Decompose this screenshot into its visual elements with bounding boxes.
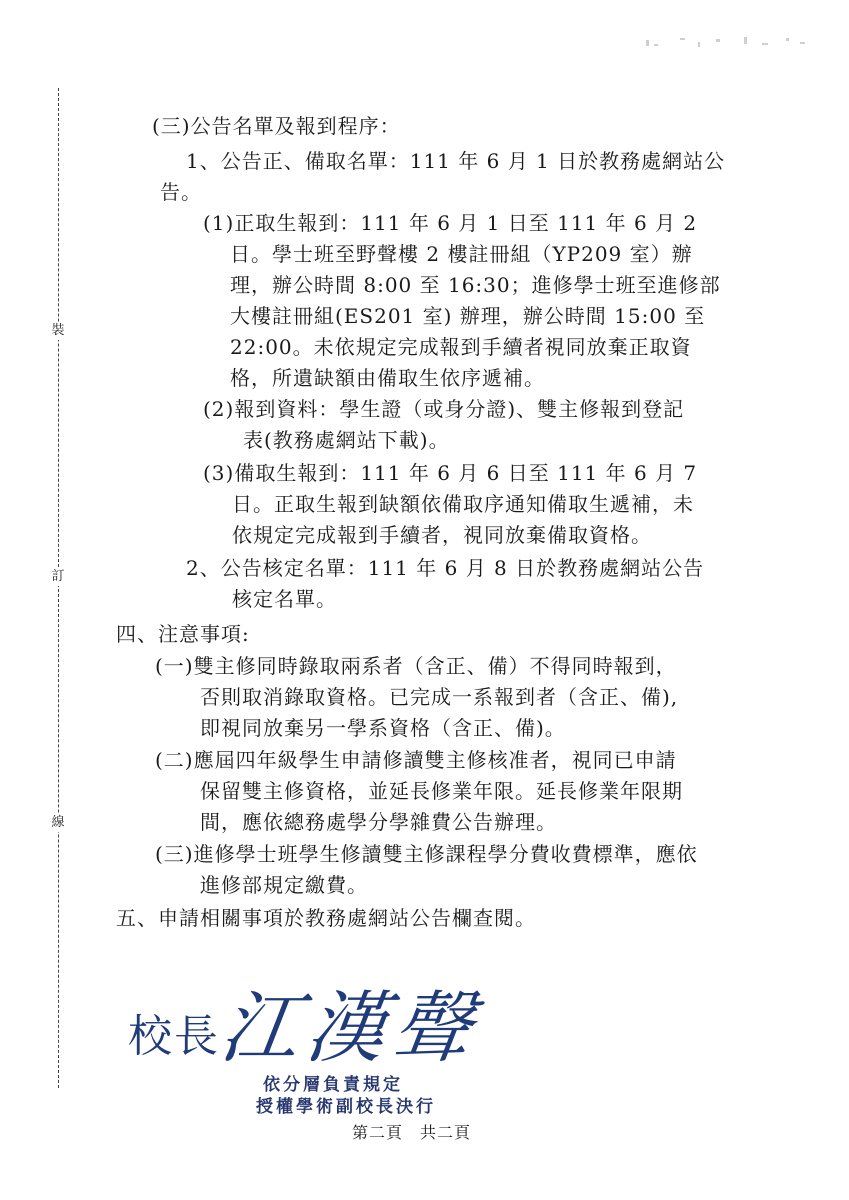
page-number: 第二頁 共二頁	[352, 1123, 472, 1142]
item-1-1-line-2: 日。學士班至野聲樓 2 樓註冊組（YP209 室）辦	[230, 242, 693, 266]
item-1-1-line-1: (1)正取生報到：111 年 6 月 1 日至 111 年 6 月 2	[203, 211, 698, 235]
binding-dashed-line	[58, 88, 59, 1088]
note-3-line-1: (三)進修學士班學生修讀雙主修課程學分費收費標準，應依	[155, 842, 698, 866]
note-2-line-2: 保留雙主修資格，並延長修業年限。延長修業年限期	[200, 779, 683, 803]
delegation-stamp-line-1: 依分層負責規定	[263, 1075, 403, 1095]
note-1-line-1: (一)雙主修同時錄取兩系者（含正、備）不得同時報到，	[155, 654, 677, 678]
item-1-line-1: 1、公告正、備取名單：111 年 6 月 1 日於教務處網站公	[186, 149, 726, 173]
section-4-heading: 四、注意事項:	[116, 622, 250, 646]
item-1-line-2: 告。	[160, 180, 202, 204]
signature-name: 江漢聲	[214, 984, 486, 1074]
note-3-line-2: 進修部規定繳費。	[200, 873, 368, 897]
item-1-2-line-2: 表(教務處網站下載)。	[243, 428, 450, 452]
binding-mark-ding: 訂	[49, 568, 67, 586]
note-1-line-2: 否則取消錄取資格。已完成一系報到者（含正、備),	[200, 685, 679, 709]
item-1-3-line-3: 依規定完成報到手續者，視同放棄備取資格。	[232, 523, 652, 547]
binding-mark-xian: 線	[49, 814, 67, 832]
item-1-1-line-3: 理，辦公時間 8:00 至 16:30；進修學士班至進修部	[230, 273, 721, 297]
note-1-line-3: 即視同放棄另一學系資格（含正、備)。	[200, 716, 566, 740]
delegation-stamp-line-2: 授權學術副校長決行	[256, 1097, 436, 1117]
item-1-1-line-4: 大樓註冊組(ES201 室) 辦理，辦公時間 15:00 至	[230, 304, 706, 328]
section-3-heading: (三)公告名單及報到程序：	[152, 114, 401, 138]
item-1-1-line-5: 22:00。未依規定完成報到手續者視同放棄正取資	[230, 335, 692, 359]
section-5-line: 五、申請相關事項於教務處網站公告欄查閱。	[116, 906, 536, 930]
binding-mark-zhuang: 裝	[49, 322, 67, 340]
item-1-3-line-1: (3)備取生報到：111 年 6 月 6 日至 111 年 6 月 7	[203, 461, 698, 485]
item-1-2-line-1: (2)報到資料：學生證（或身分證)、雙主修報到登記	[203, 397, 685, 421]
note-2-line-1: (二)應屆四年級學生申請修讀雙主修核准者，視同已申請	[155, 748, 677, 772]
scan-noise-marks	[640, 34, 820, 64]
item-1-3-line-2: 日。正取生報到缺額依備取序通知備取生遞補，未	[232, 492, 694, 516]
note-2-line-3: 間，應依總務處學分學雜費公告辦理。	[200, 810, 557, 834]
item-2-line-2: 核定名單。	[232, 587, 337, 611]
signature-title: 校長	[128, 1011, 220, 1062]
item-2-line-1: 2、公告核定名單：111 年 6 月 8 日於教務處網站公告	[186, 556, 705, 580]
item-1-1-line-6: 格，所遺缺額由備取生依序遞補。	[230, 366, 545, 390]
